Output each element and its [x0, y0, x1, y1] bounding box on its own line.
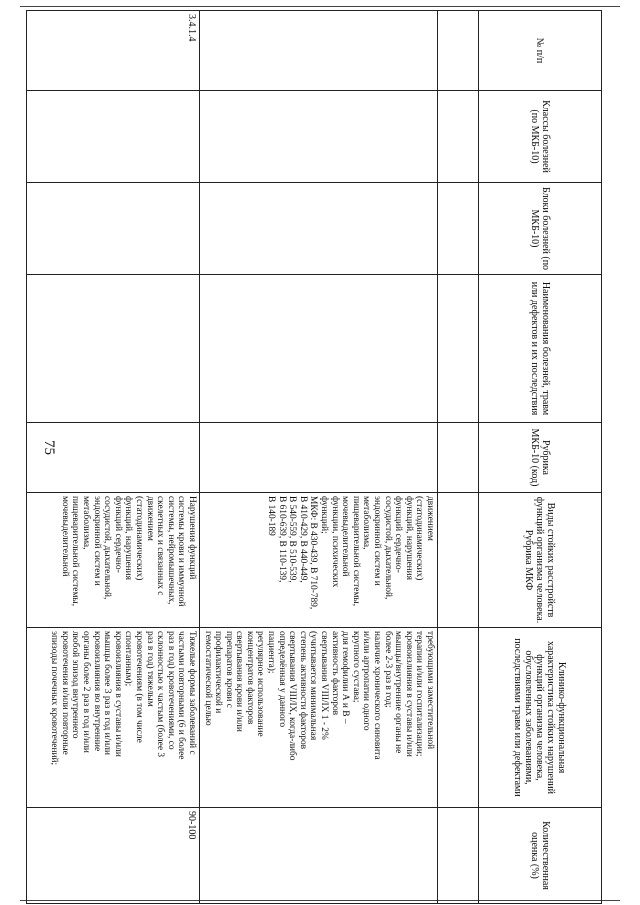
cell-code [199, 423, 437, 493]
cell-classes [199, 91, 437, 183]
header-clinical: Клинико-функциональная характеристика стойких нарушений функций организма человека, обусловленных заболеваниями, последствиями травм или дефектами [479, 628, 602, 808]
header-names: Наименования болезней, травм или дефектов и их последствия [479, 275, 602, 423]
header-score: Количественная оценка (%) [479, 808, 602, 904]
cell-kinds: движением (статодинамических) функций, нарушения функций сердечно- сосудистой, дыхательной, эндокринной систем и метаболизма, пищеварительной системы, мочевыделительной функции, психических функций; МКФ: В 430-439, В 710-789, В 410-429, В 440-449, В 540-559, В 510-539, В 610-639, В 110-139, В 140-189 [199, 493, 437, 628]
header-blocks: Блоки болезней (по МКБ-10) [479, 183, 602, 275]
cell-score [199, 808, 437, 904]
cell-names [199, 275, 437, 423]
cell-kinds: Нарушения функций системы крови и иммунной системы, нейромышечных, скелетных и связанных с движением (статодинамических) функций, нарушения функций сердечно- сосудистой, дыхательной, эндокринной систем и метаболизма, пищеварительной системы, мочевыделительной [26, 493, 199, 628]
header-num: № п/п [479, 11, 602, 91]
cell-blocks [199, 183, 437, 275]
empty-cell [438, 423, 479, 493]
empty-cell [438, 275, 479, 423]
empty-row [438, 11, 479, 904]
disability-criteria-table [26, 10, 602, 904]
cell-num [199, 11, 437, 91]
header-kinds: Виды стойких расстройств функций организма человека. Рубрика МКФ [479, 493, 602, 628]
top-rule [20, 6, 620, 7]
table-row-continuation [199, 11, 437, 904]
header-code: Рубрика МКБ-10 (код) [479, 423, 602, 493]
cell-classes [26, 91, 199, 183]
cell-clinical: Тяжелые формы заболеваний с частыми повторными (6 и более раз в год) кровотечениями, со склонностью к частым (более 3 раз в год) тяжелым кровотечениям (в том числе спонтанным); кровоизлияния в суставы и/или мышцы более 3 раз в год и/или кровоизлияния во внутренние органы более 2 раз в год и/или любой эпизод внутреннего кровотечения и/или повторные эпизоды почечных кровотечений; [26, 628, 199, 808]
empty-cell [438, 183, 479, 275]
empty-cell [438, 91, 479, 183]
cell-code [26, 423, 199, 493]
header-row [479, 11, 602, 904]
cell-num: 3.4.1.4 [26, 11, 199, 91]
empty-cell [438, 493, 479, 628]
cell-score: 90-100 [26, 808, 199, 904]
empty-cell [438, 11, 479, 91]
cell-clinical: требующими заместительной терапии и/или госпитализации; кровоизлияния в суставы и/или мышцы/внутренние органы не более 2-3 раз в год; наличие хронического синовита и/или артропатии одного крупного сустава; для гемофилии А и В – активность факторов свертывания VIII/IX 1 - 2% (учитывается минимальная степень активности факторов свертывания VIII/IX, когда-либо определённая у данного пациента); регулярное использование концентратов факторов свертывания крови и/или препаратов крови с профилактической и гемостатической целью [199, 628, 437, 808]
page-number: 75 [41, 440, 57, 455]
cell-blocks [26, 183, 199, 275]
cell-names [26, 275, 199, 423]
table-row-3-4-1-4 [26, 11, 199, 904]
header-classes: Классы болезней (по МКБ-10) [479, 91, 602, 183]
empty-cell [438, 628, 479, 808]
empty-cell [438, 808, 479, 904]
